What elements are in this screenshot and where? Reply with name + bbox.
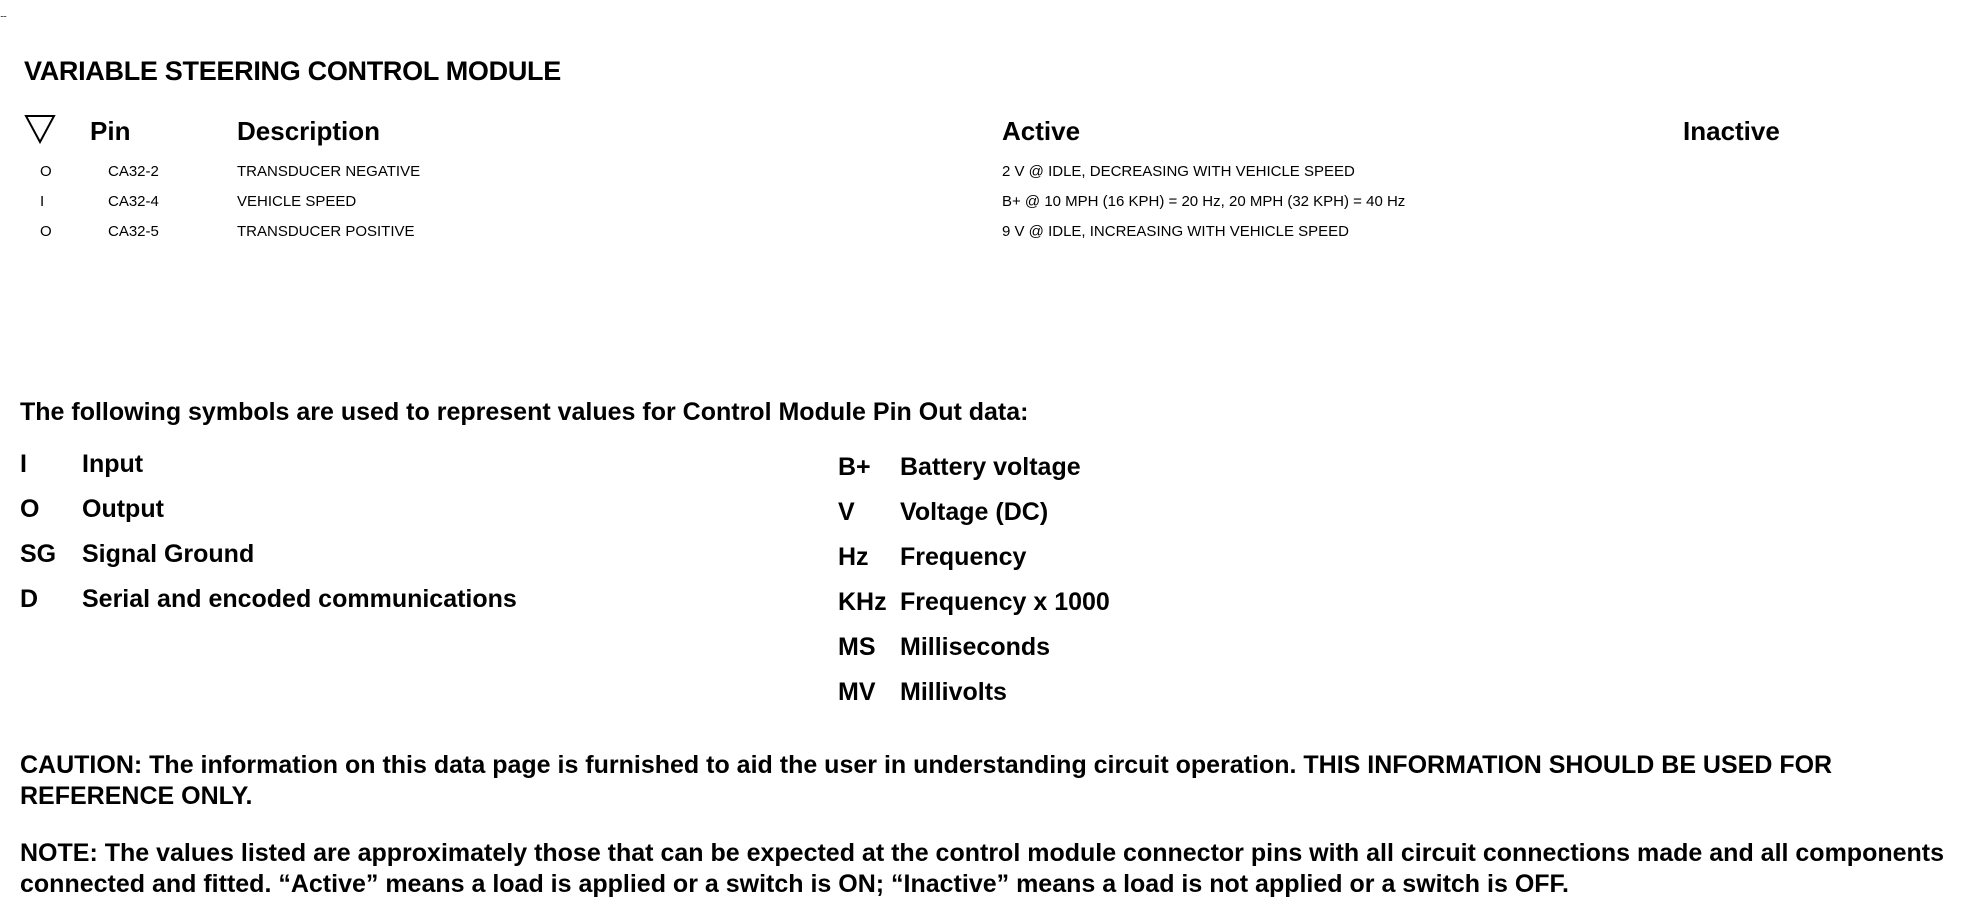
header-description: Description [237, 116, 381, 146]
note-text: NOTE: The values listed are approximately those that can be expected at the control module connector pins with all circuit connections made and all components connected and fitted. “Active” means a load is applied or a switch is ON; “Inactive” means a load is not applied or a switch is OFF. [20, 839, 1945, 898]
legend-desc: Frequency [900, 543, 1027, 571]
pin-id: CA32-2 [108, 163, 159, 180]
legend-desc: Signal Ground [82, 540, 255, 568]
legend-desc: Input [82, 450, 144, 478]
pin-direction: O [40, 223, 52, 240]
pin-description: TRANSDUCER POSITIVE [237, 223, 415, 240]
header-pin: Pin [90, 116, 131, 146]
legend-desc: Voltage (DC) [900, 498, 1049, 526]
table-row [0, 163, 1988, 185]
pin-active-value: 9 V @ IDLE, INCREASING WITH VEHICLE SPEED [1002, 223, 1349, 240]
legend-code: Hz [838, 543, 869, 571]
legend-desc: Output [82, 495, 164, 523]
legend-code: D [20, 585, 39, 613]
pin-id: CA32-4 [108, 193, 159, 210]
pin-active-value: 2 V @ IDLE, DECREASING WITH VEHICLE SPEED [1002, 163, 1355, 180]
legend-desc: Serial and encoded communications [82, 585, 517, 613]
table-row [0, 193, 1988, 215]
legend-code: KHz [838, 588, 887, 616]
pin-description: VEHICLE SPEED [237, 193, 357, 210]
pin-description: TRANSDUCER NEGATIVE [237, 163, 421, 180]
table-row [0, 223, 1988, 245]
pin-direction: O [40, 163, 52, 180]
pin-active-value: B+ @ 10 MPH (16 KPH) = 20 Hz, 20 MPH (32 KPH) = 40 Hz [1002, 193, 1406, 210]
legend-code: SG [20, 540, 57, 568]
legend-desc: Battery voltage [900, 453, 1081, 481]
triangle-down-icon [24, 114, 56, 144]
legend-code: I [20, 450, 27, 478]
caution-text: CAUTION: The information on this data page is furnished to aid the user in understanding circuit operation. THIS INFORMATION SHOULD BE USED FOR REFERENCE ONLY. [20, 751, 1833, 810]
legend-code: MV [838, 678, 876, 706]
header-active: Active [1002, 116, 1081, 146]
corner-mark: .... [0, 9, 7, 19]
legend-desc: Millivolts [900, 678, 1007, 706]
legend-code: MS [838, 633, 876, 661]
legend-code: B+ [838, 453, 871, 481]
header-inactive: Inactive [1683, 116, 1780, 146]
legend-code: V [838, 498, 855, 526]
page-title: VARIABLE STEERING CONTROL MODULE [24, 56, 561, 86]
pin-direction: I [40, 193, 45, 210]
legend-desc: Frequency x 1000 [900, 588, 1110, 616]
legend-intro: The following symbols are used to represent values for Control Module Pin Out data: [20, 398, 1029, 426]
legend-code: O [20, 495, 40, 523]
legend-desc: Milliseconds [900, 633, 1051, 661]
pin-id: CA32-5 [108, 223, 159, 240]
